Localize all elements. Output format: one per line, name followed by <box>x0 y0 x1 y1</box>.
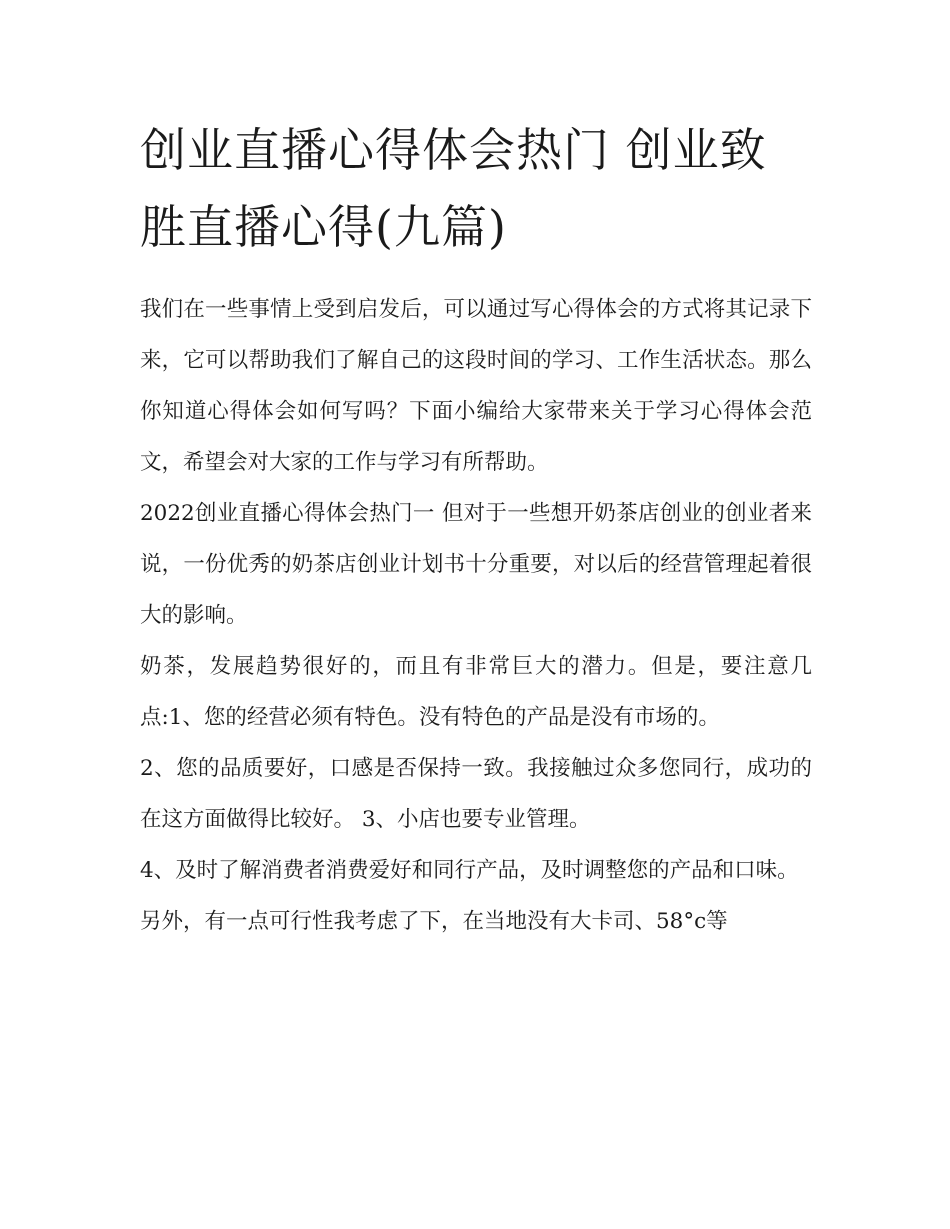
paragraph-additional: 另外，有一点可行性我考虑了下，在当地没有大卡司、58°c等 <box>140 909 728 934</box>
paragraph-milk-tea: 奶茶，发展趋势很好的，而且有非常巨大的潜力。但是，要注意几点:1、您的经营必须有特色。没有特色的产品是没有市场的。 <box>140 654 812 730</box>
paragraph-point-two-three: 2、您的品质要好，口感是否保持一致。我接触过众多您同行，成功的在这方面做得比较好。 3、小店也要专业管理。 <box>140 756 812 832</box>
document-body <box>140 284 812 947</box>
document-page <box>140 112 812 947</box>
paragraph-section-one: 2022创业直播心得体会热门一 但对于一些想开奶茶店创业的创业者来说，一份优秀的奶茶店创业计划书十分重要，对以后的经营管理起着很大的影响。 <box>140 501 812 628</box>
paragraph-point-four: 4、及时了解消费者消费爱好和同行产品，及时调整您的产品和口味。 <box>140 858 799 883</box>
document-title: 创业直播心得体会热门 创业致胜直播心得(九篇) <box>140 123 767 254</box>
paragraph-intro: 我们在一些事情上受到启发后，可以通过写心得体会的方式将其记录下来，它可以帮助我们了解自己的这段时间的学习、工作生活状态。那么你知道心得体会如何写吗？下面小编给大家带来关于学习心得体会范文，希望会对大家的工作与学习有所帮助。 <box>140 297 812 475</box>
